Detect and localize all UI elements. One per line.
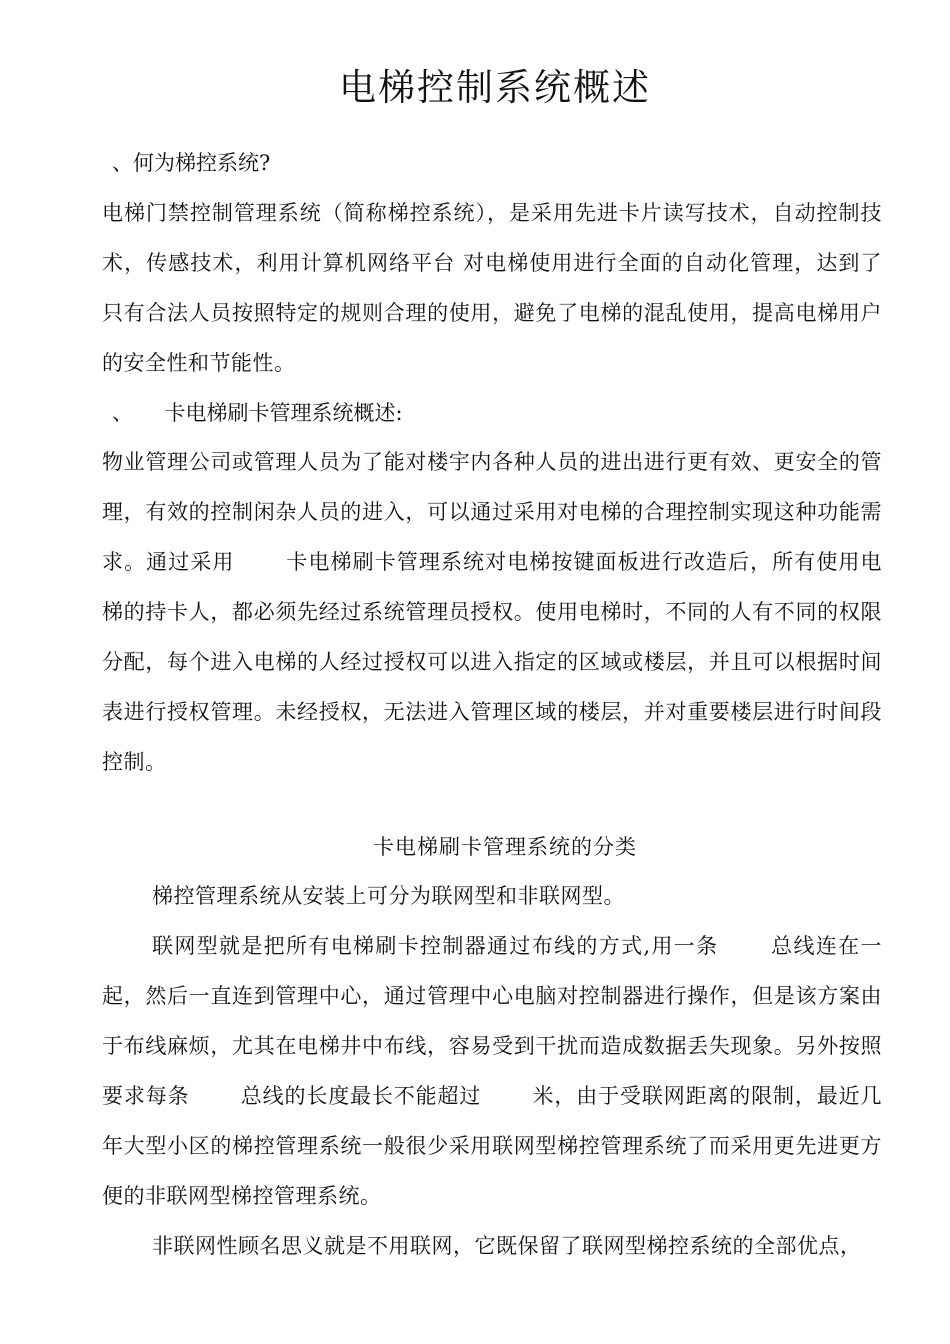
section3-paragraph-3: 非联网性顾名思义就是不用联网，它既保留了联网型梯控系统的全部优点， [152, 1234, 862, 1258]
section2-paragraph-text: 物业管理公司或管理人员为了能对楼宇内各种人员的进出进行更有效、更安全的管理，有效的控制闲杂人员的进入，可以通过采用对电梯的合理控制实现这种功能需求。通过采用 卡电梯刷卡管理系统对电梯按键面板进行改造后，所有使用电梯的持卡人，都必须先经过系统管理员授权。使用电梯时，不同的人有不同的权限分配，每个进入电梯的人经过授权可以进入指定的区域或楼层，并且可以根据时间表进行授权管理。未经授权，无法进入管理区域的楼层，并对重要楼层进行时间段控制。 [102, 450, 882, 774]
section-heading-classification: 卡电梯刷卡管理系统的分类 [373, 835, 637, 859]
section1-paragraph-text: 电梯门禁控制管理系统（简称梯控系统），是采用先进卡片读写技术，自动控制技术，传感技术，利用计算机网络平台 对电梯使用进行全面的自动化管理，达到了只有合法人员按照特定的规则合理的使用，避免了电梯的混乱使用，提高电梯用户的安全性和节能性。 [102, 201, 882, 375]
section3-paragraph-1: 梯控管理系统从安装上可分为联网型和非联网型。 [152, 884, 625, 908]
section-heading-card-system-overview: 、 卡电梯刷卡管理系统概述: [112, 401, 403, 425]
section3-content [102, 871, 882, 1271]
document-title: 电梯控制系统概述 [339, 66, 651, 109]
section-heading-what-is-elevator-control: 、何为梯控系统? [112, 151, 271, 175]
section1-paragraph [102, 188, 882, 388]
section3-paragraph-2: 联网型就是把所有电梯刷卡控制器通过布线的方式,用一条 总线连在一起，然后一直连到管理中心，通过管理中心电脑对控制器进行操作，但是该方案由于布线麻烦，尤其在电梯井中布线，容易受到干扰而造成数据丢失现象。另外按照要求每条 总线的长度最长不能超过 米，由于受联网距离的限制，最近几年大型小区的梯控管理系统一般很少采用联网型梯控管理系统了而采用更先进更方便的非联网型梯控管理系统。 [102, 934, 882, 1208]
section2-paragraph [102, 437, 882, 787]
